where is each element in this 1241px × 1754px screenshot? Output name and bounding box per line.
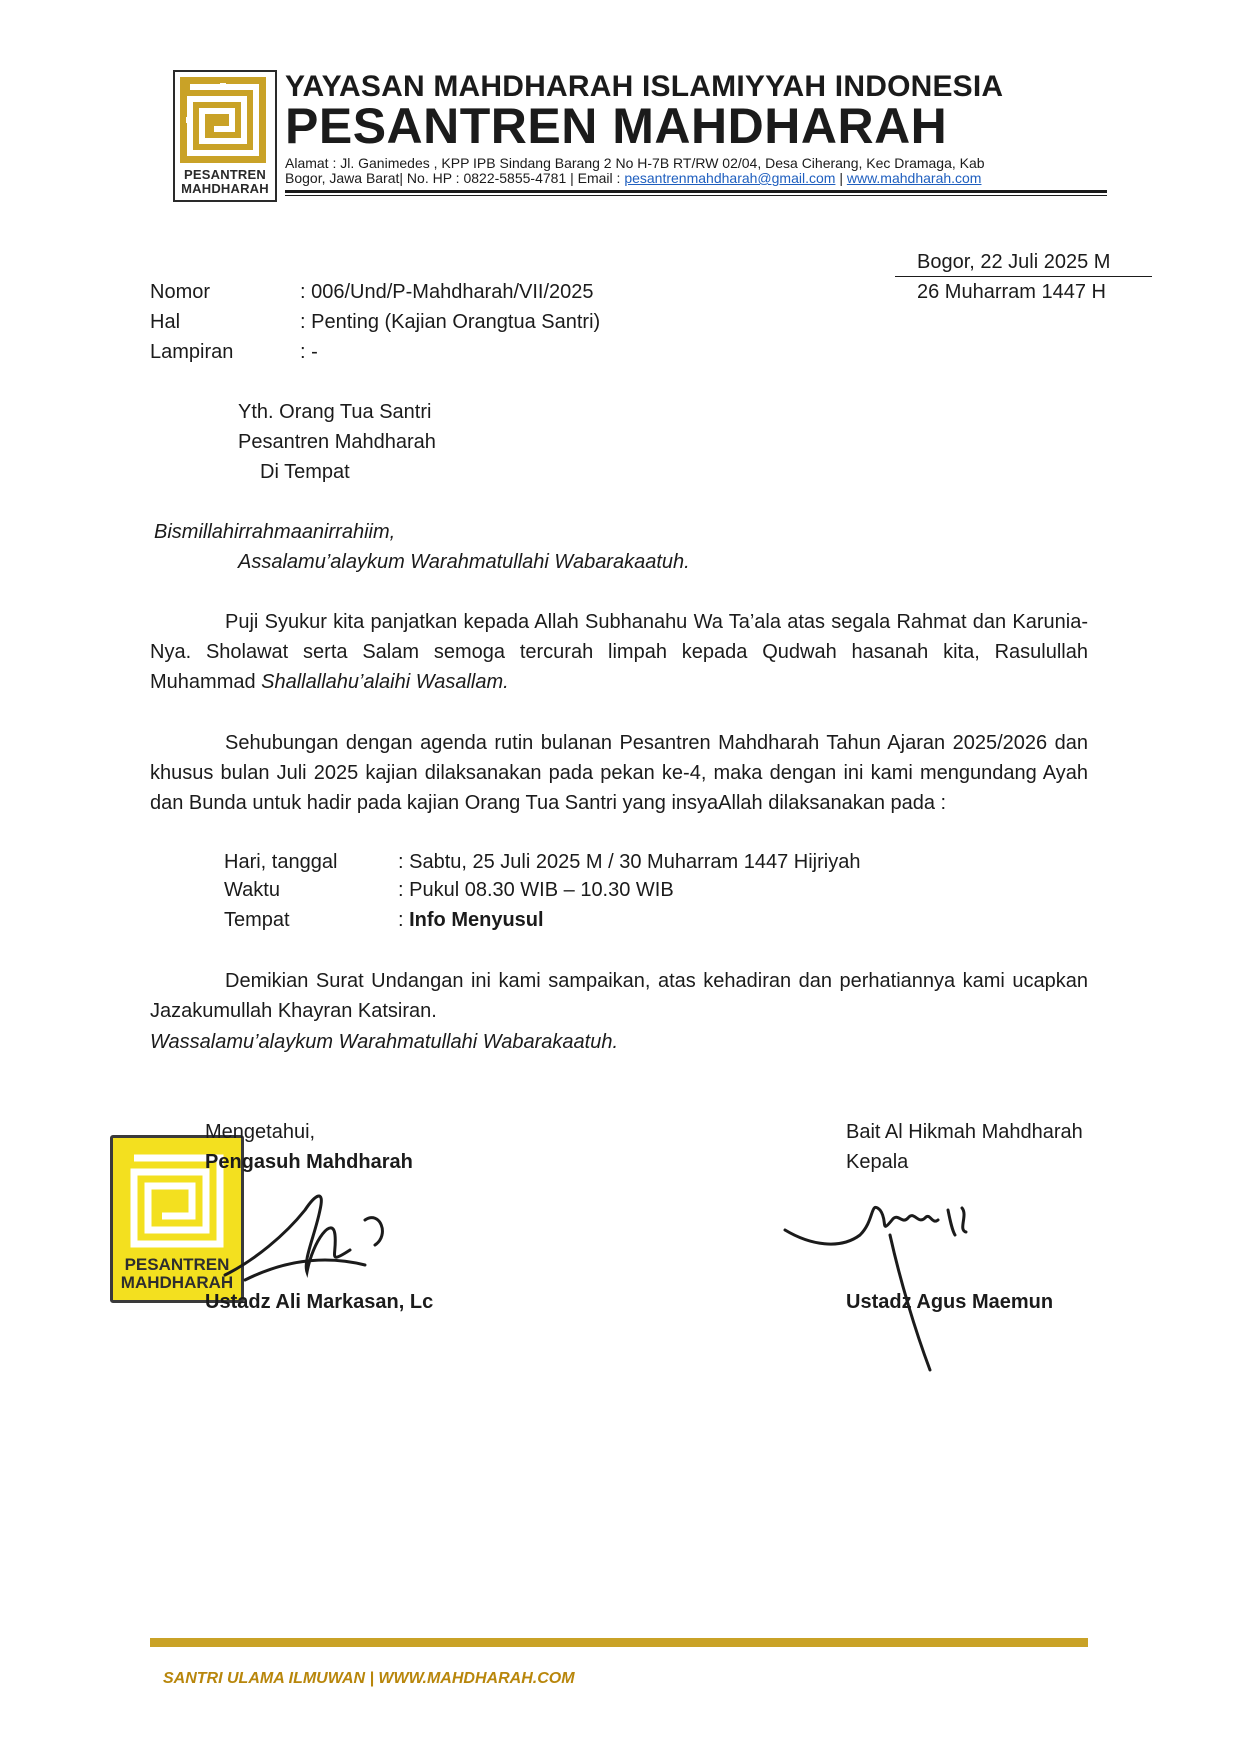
date-divider xyxy=(895,276,1152,277)
letterhead-logo xyxy=(173,70,277,202)
opening-salam: Assalamu’alaykum Warahmatullahi Wabarakaatuh. xyxy=(238,551,690,573)
organization-name: YAYASAN MAHDHARAH ISLAMIYYAH INDONESIA xyxy=(285,70,1004,103)
hal-value: : Penting (Kajian Orangtua Santri) xyxy=(300,311,601,333)
paragraph-greeting-italic: Shallallahu’alaihi Wasallam. xyxy=(261,671,509,693)
logo-kufic-icon xyxy=(180,77,266,163)
nomor-label: Nomor xyxy=(150,281,211,303)
schedule-waktu-label: Waktu xyxy=(224,879,280,901)
paragraph-greeting-text: Puji Syukur kita panjatkan kepada Allah Subhanahu Wa Ta’ala atas segala Rahmat dan Karunia-Nya. Sholawat serta Salam semoga tercurah limpah kepada Qudwah hasanah kita, Rasulullah Muhammad xyxy=(150,611,1088,693)
stamp-text-top: PESANTREN xyxy=(124,1255,230,1274)
schedule-tempat-info: Info Menyusul xyxy=(409,909,544,931)
email-link[interactable]: pesantrenmahdharah@gmail.com xyxy=(624,170,836,186)
footer-tagline: SANTRI ULAMA ILMUWAN | WWW.MAHDHARAH.COM xyxy=(163,1670,575,1687)
schedule-tempat-label: Tempat xyxy=(224,909,290,931)
address-separator: | xyxy=(835,170,847,186)
address-contact: Bogor, Jawa Barat| No. HP : 0822-5855-4781 | Email : xyxy=(285,170,625,186)
website-link[interactable]: www.mahdharah.com xyxy=(846,170,982,186)
stamp-text-bottom: MAHDHARAH xyxy=(120,1273,234,1292)
schedule-tempat-value xyxy=(398,906,544,934)
left-sign-intro: Mengetahui, xyxy=(205,1121,316,1143)
hal-label: Hal xyxy=(150,311,181,333)
right-sign-intro: Bait Al Hikmah Mahdharah xyxy=(846,1121,1083,1143)
left-sign-role: Pengasuh Mahdharah xyxy=(205,1151,413,1173)
date-masehi: Bogor, 22 Juli 2025 M xyxy=(917,251,1111,273)
schedule-hari-label: Hari, tanggal xyxy=(224,851,338,873)
lampiran-value: : - xyxy=(300,341,318,363)
right-signature-scribble xyxy=(780,1190,1020,1380)
recipient-line-1: Yth. Orang Tua Santri xyxy=(238,401,432,423)
right-sign-role: Kepala xyxy=(846,1151,909,1173)
organization-title: PESANTREN MAHDHARAH xyxy=(285,98,948,154)
letterhead-rule-thin xyxy=(285,195,1107,196)
address-line-2 xyxy=(285,170,981,186)
bismillah: Bismillahirrahmaanirrahiim, xyxy=(154,521,396,543)
footer-bar xyxy=(150,1638,1088,1647)
paragraph-closing: Demikian Surat Undangan ini kami sampaikan, atas kehadiran dan perhatiannya kami ucapkan Jazakumullah Khayran Katsiran. xyxy=(150,970,1088,1022)
lampiran-label: Lampiran xyxy=(150,341,234,363)
paragraph-greeting xyxy=(150,607,1088,697)
address-line-1: Alamat : Jl. Ganimedes , KPP IPB Sindang Barang 2 No H-7B RT/RW 02/04, Desa Ciherang, Kec Dramaga, Kab xyxy=(285,155,985,171)
recipient-line-3: Di Tempat xyxy=(260,461,350,483)
closing-salam: Wassalamu’alaykum Warahmatullahi Wabarakaatuh. xyxy=(150,1031,618,1053)
letterhead-rule-thick xyxy=(285,190,1107,193)
recipient-line-2: Pesantren Mahdharah xyxy=(238,431,436,453)
schedule-tempat-colon: : xyxy=(398,909,410,931)
left-signature-scribble xyxy=(215,1180,415,1290)
logo-text-bottom: MAHDHARAH xyxy=(181,181,269,196)
left-sign-name: Ustadz Ali Markasan, Lc xyxy=(205,1291,434,1313)
schedule-waktu-value: : Pukul 08.30 WIB – 10.30 WIB xyxy=(398,879,674,901)
schedule-hari-value: : Sabtu, 25 Juli 2025 M / 30 Muharram 1447 Hijriyah xyxy=(398,851,861,873)
date-hijri: 26 Muharram 1447 H xyxy=(917,281,1106,303)
nomor-value: : 006/Und/P-Mahdharah/VII/2025 xyxy=(300,281,594,303)
right-sign-name: Ustadz Agus Maemun xyxy=(846,1291,1054,1313)
logo-text-top: PESANTREN xyxy=(184,167,266,182)
paragraph-invitation: Sehubungan dengan agenda rutin bulanan Pesantren Mahdharah Tahun Ajaran 2025/2026 dan khusus bulan Juli 2025 kajian dilaksanakan pada pekan ke-4, maka dengan ini kami mengundang Ayah dan Bunda untuk hadir pada kajian Orang Tua Santri yang insyaAllah dilaksanakan pada : xyxy=(150,732,1088,814)
